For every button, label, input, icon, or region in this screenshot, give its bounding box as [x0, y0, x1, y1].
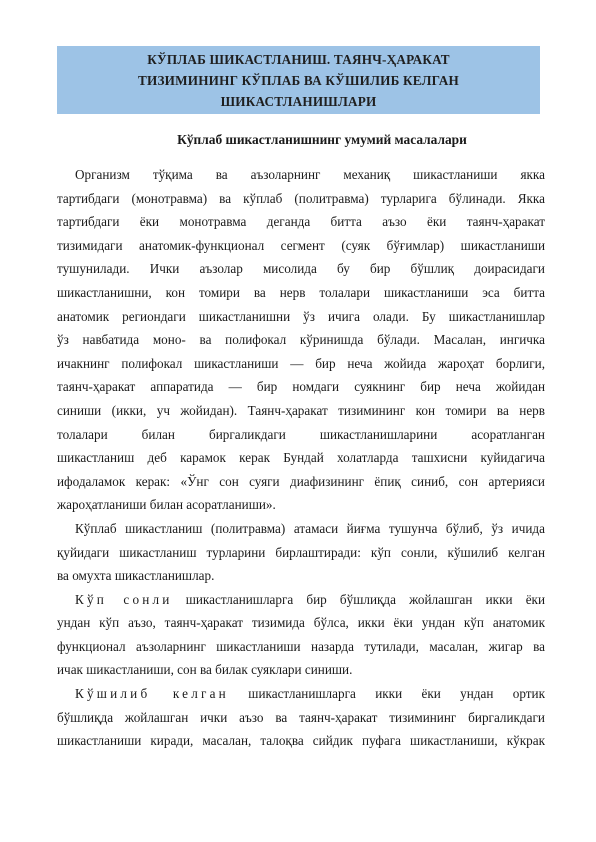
paragraph-3 — [57, 588, 545, 682]
paragraph-4 — [57, 682, 545, 753]
text-line: синиши (икки, уч жойидан). Таянч-ҳаракат тизимининг кон томири ва нерв — [57, 402, 545, 418]
text-line: тартибдаги (монотравма) ва кўплаб (политравма) турларига бўлинади. Якка — [57, 190, 545, 206]
term-continuation: шикастланишларга бир бўшлиқда жойлашган икки ёки — [185, 591, 545, 607]
text-line: Организм тўқима ва аъзоларнинг механиқ шикастланиши якка — [75, 167, 545, 182]
term-continuation: шикастланишларга икки ёки ундан ортик — [248, 686, 545, 702]
text-line: ундан кўп аъзо, таянч-ҳаракат тизимида бўлса, икки ёки ундан кўп анатомик — [57, 615, 545, 631]
text-line — [57, 682, 545, 706]
text-line: шикастланиш деб карамок керак Бундай холатларда ташхисни куйидагича — [57, 450, 545, 466]
spaced-term: Кўп сонли — [75, 591, 173, 607]
text-line: таянч-ҳаракат аппаратида — бир номдаги суякнинг бир неча жойидан — [57, 379, 545, 395]
text-line: ўз навбатида моно- ва полифокал кўринишда бўлади. Масалан, ингичка — [57, 332, 545, 348]
text-line: анатомик региондаги шикастланишни ўз ичига олади. Бу шикастланишлар — [57, 308, 545, 324]
text-line: ичакнинг полифокал шикастланиши — бир неча жойида жароҳат борлиги, — [57, 355, 545, 371]
spaced-term: Кўшилиб келган — [75, 686, 229, 702]
text-line — [57, 588, 545, 612]
chapter-title-banner — [57, 46, 543, 114]
text-line: функционал аъзоларнинг шикастланиши назарда тутилади, масалан, жигар ва — [57, 638, 545, 654]
text-line: ифодаламок керак: «Ўнг сон суяги диафизининг ёпиқ синиб, сон артерияси — [57, 473, 545, 489]
text-line: тартибдаги ёки монотравма деганда битта аъзо ёки таянч-ҳаракат — [57, 214, 545, 230]
body-text — [57, 163, 545, 753]
text-line: бўшлиқда жойлашган ички аъзо ва таянч-ҳаракат тизимининг биргаликдаги — [57, 709, 545, 725]
text-line: шикастланишни, кон томири ва нерв толалари шикастланиши эса битта — [57, 284, 545, 300]
text-line: тизимидаги анатомик-функционал сегмент (суяк бўғимлар) шикастланиши — [57, 237, 545, 253]
text-line: ва омухта шикастланишлар. — [57, 568, 215, 584]
text-line: қуйидаги шикастланиш турларини бирлаштиради: кўп сонли, кўшилиб келган — [57, 544, 545, 560]
text-line: жароҳатланиши билан асоратланиши». — [57, 497, 276, 513]
section-subtitle: Кўплаб шикастланишнинг умумий масалалари — [177, 132, 467, 147]
text-line: толалари билан биргаликдаги шикастланишларини асоратланган — [57, 426, 545, 442]
paragraph-2 — [57, 517, 545, 588]
chapter-title-line-2: ТИЗИМИНИНГ КЎПЛАБ ВА КЎШИЛИБ КЕЛГАН — [138, 72, 459, 88]
text-line: шикастланиши киради, масалан, талоқва сийдик пуфага шикастланиши, кўкрак — [57, 733, 545, 749]
chapter-title-line-3: ШИКАСТЛАНИШЛАРИ — [220, 93, 377, 109]
text-line: Кўплаб шикастланиш (политравма) атамаси йиғма тушунча бўлиб, ўз ичида — [75, 520, 545, 536]
text-line: тушунилади. Ички аъзолар мисолида бу бир бўшлиқ доирасидаги — [57, 261, 545, 277]
chapter-title-line-1: КЎПЛАБ ШИКАСТЛАНИШ. ТАЯНЧ-ҲАРАКАТ — [147, 51, 450, 67]
text-line: ичак шикастланиши, сон ва билак суяклари синиши. — [57, 662, 353, 678]
paragraph-1 — [57, 163, 545, 517]
